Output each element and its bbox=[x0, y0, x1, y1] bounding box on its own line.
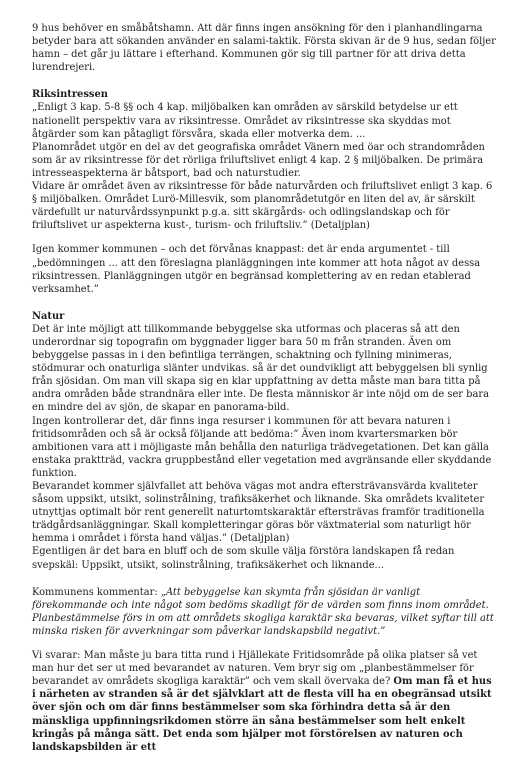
riks-igen-paragraph: Igen kommer kommunen – och det förvånas knappast: det är enda argumentet - till „bedömningen ... att den föreslagna planläggningen inte kommer att hota något av dessa riksintressen. Planläggningen utgör en begränsad komplettering av en redan etablerad verksamhet.” bbox=[32, 244, 481, 295]
kommun-comment-label: Kommunens kommentar: bbox=[32, 586, 161, 598]
spacer bbox=[32, 638, 496, 649]
riks-vidare-paragraph: Vidare är området även av riksintresse för både naturvården och friluftslivet enligt 3 kap. 6 § miljöbalken. Området Lurö-Millesvik, som planområdetutgör en liten del av, är särskilt värdefullt ur naturvårdssynpunkt p.g.a. sitt skärgårds- och odlingslandskap och för friluftslivet ur aspekterna kust-, turism- och friluftsliv.” (Detaljplan) bbox=[32, 181, 493, 232]
section-heading-natur: Natur bbox=[32, 310, 65, 322]
svar-bold-text: Om man få et hus i närheten av stranden så är det självklart att de flesta vill ha en obegränsad utsikt över sjön och om där finns bestämmelser som ska förhindra detta så är den mänskliga uppfinningsrikdomen större än såna bestämmelser som helt enkelt kringås på många sätt. Det enda som hjälper mot förstörelsen av naturen och landskapsbilden är ett bbox=[32, 676, 492, 753]
riks-quote-paragraph: „Enligt 3 kap. 5-8 §§ och 4 kap. miljöbalken kan områden av särskild betydelse ur ett nationellt perspektiv vara av riksintresse. Området av riksintresse ska skyddas mot åtgärder som kan påtagligt försvåra, skada eller motverka dem. ... bbox=[32, 102, 458, 140]
natur-paragraph-3: Bevarandet kommer självfallet att behöva vägas mot andra eftersträvansvärda kvaliteter såsom uppsikt, utsikt, solinstrålning, trafiksäkerhet och liknande. Ska områdets kvaliteter utnyttjas optimalt bör rent generellt naturtomtskaraktär eftersträvas framför traditionella trädgårdsanläggningar. Skall kompletteringar göras bör växtmaterial som naturligt hör hemma i området i första hand väljas.” (Detaljplan) bbox=[32, 481, 485, 545]
natur-paragraph-1: Det är inte möjligt att tillkommande bebyggelse ska utformas och placeras så att den underordnar sig topografin om byggnader ligger bara 50 m från stranden. Även om bebyggelse passas in i den befintliga terrängen, schaktning och fyllning minimeras, stödmurar och onaturliga slänter undvikas. så är det oundvikligt att bebyggelsen bli synlig från sjösidan. Om man vill skapa sig en klar uppfattning av detta måste man bara titta på andra områden både strandnära eller inte. De flesta människor är inte nöjd om de ser bara en mindre del av sjön, de skapar en panorama-bild. bbox=[32, 323, 489, 414]
riks-planomrade-paragraph: Planområdet utgör en del av det geografiska området Vänern med öar och strandområden som är av riksintresse för det rörliga friluftslivet enligt 4 kap. 2 § miljöbalken. De primära intresseaspekterna är båtsport, bad och naturstudier. bbox=[32, 141, 485, 179]
natur-paragraph-4: Egentligen är det bara en bluff och de som skulle välja förstöra landskapen få redan svepskäl: Uppsikt, utsikt, solinstrålning, trafiksäkerhet och liknande... bbox=[32, 546, 455, 571]
spacer bbox=[32, 296, 496, 310]
kommun-comment-text: „Att bebyggelse kan skymta från sjösidan är vanligt förekommande och inte något som bedöms skadligt för de värden som finns inom området. Planbestämmelse förs in om att områdets skogliga karaktär ska bevaras, vilket syftar till att minska risken för avverkningar som påverkar landskapsbild negativt.” bbox=[32, 586, 494, 637]
svar-text: Vi svarar: Man måste ju bara titta rund i Hjällekate Fritidsområde på olika platser så vet man hur det ser ut med bevarandet av naturen. Vem bryr sig om „planbestämmelser för bevarandet av områdets skogliga karaktär” och vem skall övervaka de? bbox=[32, 650, 478, 688]
svar-paragraph bbox=[32, 649, 496, 754]
intro-paragraph: 9 hus behöver en småbåtshamn. Att där finns ingen ansökning för den i planhandlingarna betyder bara att sökanden använder en salami-taktik. Första skivan är de 9 hus, sedan följer hamn – det går ju lättare i efterhand. Kommunen gör sig till partner för att driva detta lurendrejeri. bbox=[32, 23, 496, 74]
kommun-comment-paragraph bbox=[32, 586, 496, 638]
natur-paragraph-2: Ingen kontrollerar det, där finns inga resurser i kommunen för att bevara naturen i fritidsområden och så är också följande att bedöma:” Även inom kvartersmarken bör ambitionen vara att i möjligaste mån behålla den naturliga trädvegetationen. Det kan gälla enstaka praktträd, vackra gruppbestånd eller vegetation med avgränsande eller skyddande funktion. bbox=[32, 415, 492, 479]
spacer bbox=[32, 74, 496, 88]
section-heading-riksintressen: Riksintressen bbox=[32, 89, 108, 101]
spacer bbox=[32, 572, 496, 586]
spacer bbox=[32, 232, 496, 243]
